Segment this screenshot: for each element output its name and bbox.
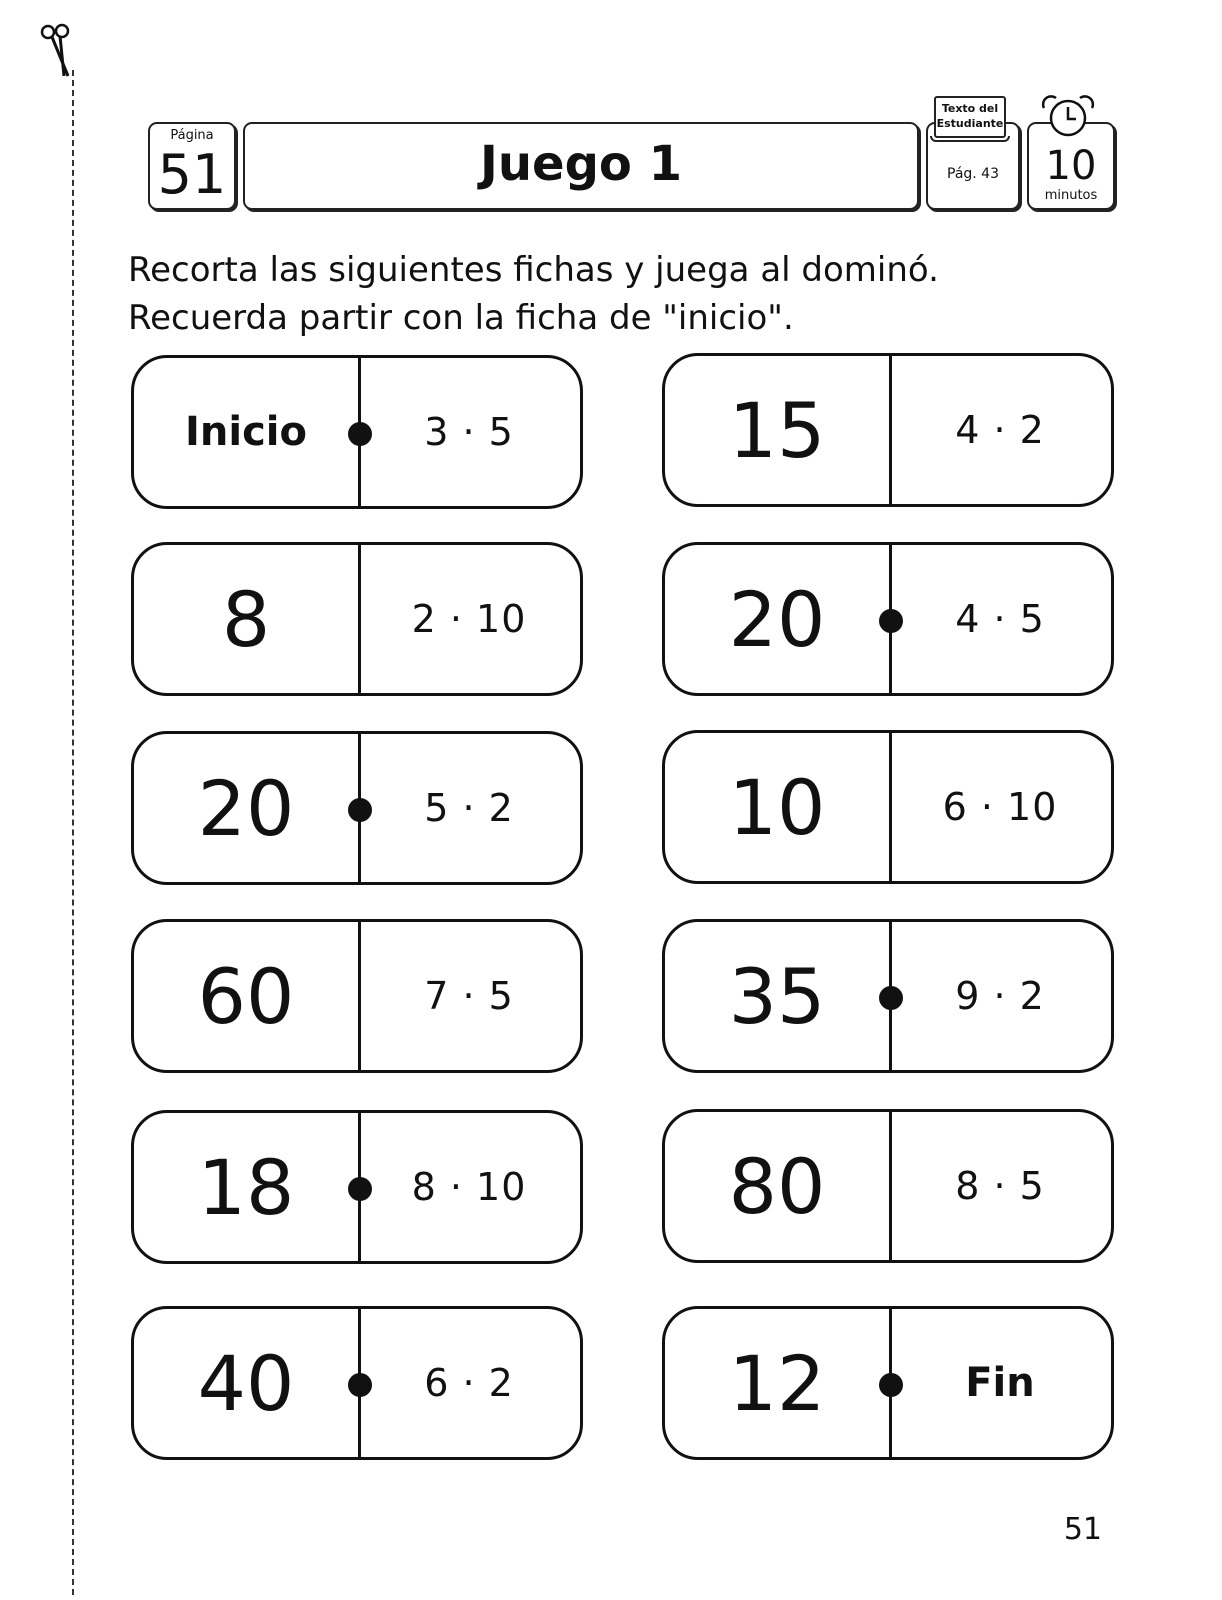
domino-left-value: 35 (728, 951, 826, 1041)
domino-right-expression: 4 · 2 (955, 408, 1045, 452)
alarm-clock-icon (1038, 94, 1098, 142)
cut-line (72, 70, 74, 1595)
domino-right-expression: 7 · 5 (424, 974, 514, 1018)
domino-left-value: Inicio (185, 409, 307, 455)
scissors-icon (38, 22, 78, 78)
time-unit: minutos (1044, 188, 1098, 203)
page-label: Página (170, 128, 214, 143)
domino-left-value: 80 (728, 1141, 826, 1231)
page-reference-number: 51 (157, 143, 227, 206)
domino-tile (131, 731, 583, 885)
domino-tile (662, 1306, 1114, 1460)
domino-tile (662, 919, 1114, 1073)
instructions (128, 246, 939, 342)
domino-left-value: 10 (728, 762, 826, 852)
domino-right-expression: 9 · 2 (955, 974, 1045, 1018)
domino-tile (131, 542, 583, 696)
domino-right-expression: Fin (965, 1360, 1035, 1406)
domino-right-expression: 3 · 5 (424, 410, 514, 454)
domino-left-value: 60 (197, 951, 295, 1041)
page-reference-box (148, 122, 236, 210)
domino-left-value: 20 (728, 574, 826, 664)
page-title: Juego 1 (479, 136, 683, 192)
domino-tile (662, 730, 1114, 884)
textbook-page: Pág. 43 (947, 166, 999, 182)
instruction-line-2: Recuerda partir con la ficha de "inicio". (128, 298, 794, 338)
domino-tile (131, 1306, 583, 1460)
footer-page-number: 51 (1063, 1512, 1102, 1547)
domino-right-expression: 8 · 5 (955, 1164, 1045, 1208)
domino-left-value: 18 (197, 1142, 295, 1232)
time-value: 10 (1045, 143, 1097, 189)
domino-left-value: 15 (728, 385, 826, 475)
domino-left-value: 8 (221, 574, 271, 664)
domino-tile (662, 542, 1114, 696)
domino-tile (131, 919, 583, 1073)
domino-tile (131, 1110, 583, 1264)
domino-right-expression: 6 · 2 (424, 1361, 514, 1405)
book-icon (934, 96, 1006, 138)
instruction-line-1: Recorta las siguientes fichas y juega al dominó. (128, 250, 939, 290)
title-box (243, 122, 919, 210)
domino-right-expression: 2 · 10 (411, 597, 527, 641)
textbook-label: Texto del Estudiante (936, 102, 1004, 130)
domino-tile (131, 355, 583, 509)
domino-tile (662, 1109, 1114, 1263)
domino-right-expression: 4 · 5 (955, 597, 1045, 641)
domino-tile (662, 353, 1114, 507)
domino-right-expression: 6 · 10 (942, 785, 1058, 829)
domino-right-expression: 8 · 10 (411, 1165, 527, 1209)
domino-left-value: 20 (197, 763, 295, 853)
domino-right-expression: 5 · 2 (424, 786, 514, 830)
domino-left-value: 12 (728, 1338, 826, 1428)
domino-left-value: 40 (197, 1338, 295, 1428)
